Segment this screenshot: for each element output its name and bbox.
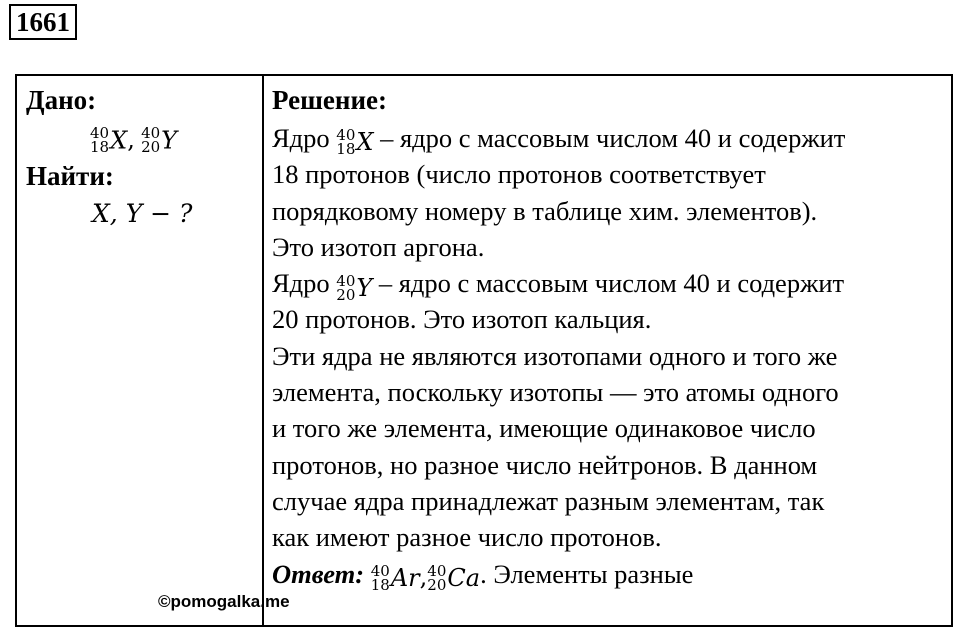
nuclide-x	[336, 121, 373, 160]
find-label: Найти:	[26, 160, 114, 191]
solution-table	[15, 74, 953, 627]
given-nuclide-x	[90, 119, 127, 160]
atomic-number: 18	[336, 140, 356, 159]
text-line: Это изотоп аргона.	[272, 231, 485, 262]
answer-nuclide-ar	[371, 557, 420, 596]
text-segment: – ядро с массовым числом 40 и содержит	[380, 123, 846, 153]
atomic-number: 20	[141, 137, 161, 156]
separator: ,	[127, 125, 135, 154]
nuclide-y	[336, 267, 372, 306]
word-nucleus: Ядро	[272, 123, 330, 153]
nuclide-symbol: Y	[161, 125, 178, 154]
mass-number: 40	[427, 561, 447, 580]
atomic-number: 18	[90, 137, 110, 156]
text-line	[272, 265, 952, 304]
mass-number: 40	[336, 126, 356, 145]
mass-number: 40	[336, 271, 356, 290]
column-divider	[262, 76, 264, 625]
text-line: 18 протонов (число протонов соответствует	[272, 159, 766, 190]
text-line	[272, 120, 952, 159]
nuclide-symbol: Y	[356, 273, 373, 302]
atomic-number: 20	[336, 285, 356, 304]
solution-label: Решение:	[272, 85, 387, 115]
text-line: порядковому номеру в таблице хим. элементов).	[272, 195, 818, 226]
given-nuclides	[26, 118, 256, 160]
given-nuclide-y	[141, 119, 177, 160]
solution-column	[272, 76, 952, 592]
answer-nuclide-ca	[427, 557, 480, 596]
text-line: случае ядра принадлежат разным элементам, так	[272, 485, 825, 516]
separator: ,	[419, 562, 428, 591]
mass-number: 40	[370, 561, 390, 580]
text-segment: – ядро с массовым числом 40 и содержит	[378, 268, 845, 299]
solution-text	[272, 120, 952, 592]
find-expression: X, Y − ?	[92, 198, 193, 228]
atomic-number: 20	[427, 575, 447, 594]
given-label: Дано:	[26, 85, 97, 115]
problem-number: 1661	[9, 4, 77, 40]
answer-label: Ответ:	[272, 558, 365, 589]
text-line: элемента, поскольку изотопы — это атомы одного	[272, 377, 839, 408]
text-line: протонов, но разное число нейтронов. В данном	[272, 449, 818, 480]
nuclide-symbol: X	[356, 128, 374, 157]
text-line: Эти ядра не являются изотопами одного и того же	[272, 340, 838, 371]
text-line: и того же элемента, имеющие одинаковое число	[272, 413, 816, 444]
watermark: ©pomogalka.me	[158, 592, 290, 611]
text-line: 20 протонов. Это изотоп кальция.	[272, 304, 652, 335]
given-column	[26, 76, 256, 234]
nuclide-symbol: X	[110, 125, 128, 154]
nuclide-symbol: Ar	[390, 563, 420, 592]
answer-text: . Элементы разные	[480, 558, 694, 589]
mass-number: 40	[141, 123, 161, 142]
word-nucleus: Ядро	[272, 268, 330, 299]
text-line: как имеют разное число протонов.	[272, 522, 662, 553]
nuclide-symbol: Ca	[447, 563, 481, 592]
answer-line	[272, 556, 952, 592]
atomic-number: 18	[370, 575, 390, 594]
mass-number: 40	[90, 123, 110, 142]
